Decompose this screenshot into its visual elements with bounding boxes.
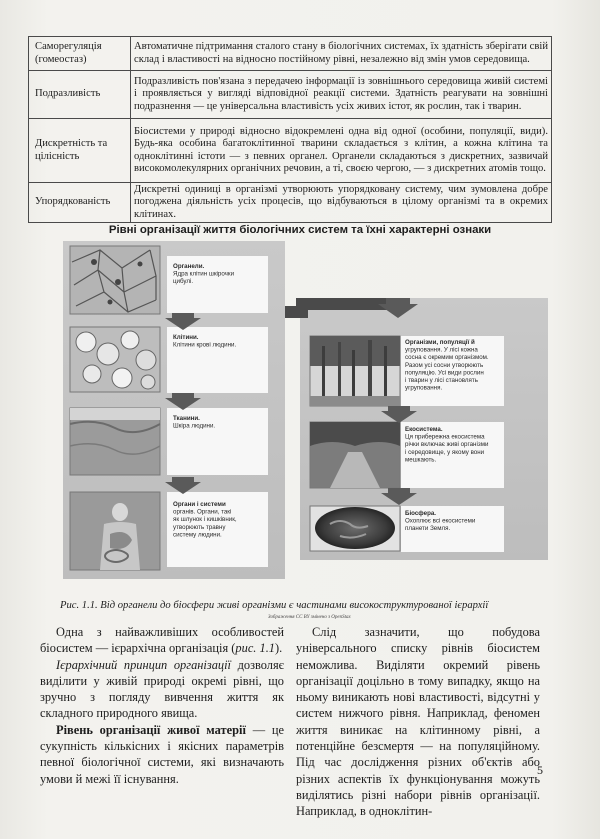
body-paragraph: Слід зазначити, що побудова універсального списку рівнів біосистем неможлива. Виділяти окремий рівень організації доцільно в тому випадку, якщо на ньому виникають нові властивості, відсутні у систем нижчого рівня. Наприклад, феномен життя виникає на клітинному рівні, а потенційне безсмертя — на популяційному. Під час дослідження різних об'єктів або різних аспектів їх функціонування можуть виділятись різні набори рівнів організації. Наприклад, в одноклітин-	[296, 625, 540, 819]
section-title: Рівні організації життя біологічних систем та їхні характерні ознаки	[108, 224, 492, 236]
organelles-image	[70, 246, 160, 314]
property-term: Саморегуляція (гомеостаз)	[29, 37, 131, 71]
forest-image	[310, 336, 400, 406]
property-term: Упорядкованість	[29, 183, 131, 223]
level-label-left: Органи і системи органів. Органи, такі як шлунок і кишківник, утворюють травну систему людини.	[173, 501, 237, 539]
body-paragraph: Рівень організації живої матерії — це сукупність кількісних і якісних параметрів певної біологічної системи, які визначають умови й межі її існування.	[40, 722, 284, 786]
property-description: Подразливість пов'язана з передачею інформації із зовнішнього середовища живій системі і проявляється у вигляді відповідної реакції системи. Здатність реагувати на зовнішні подразнення — це універсальна властивість усіх живих істот, як рослин, так і тварин.	[131, 71, 552, 119]
level-label-left: Органели. Ядра клітин шкірочки цибулі.	[173, 263, 235, 286]
property-description: Автоматичне підтримання сталого стану в біологічних системах, їх здатність зберігати свій склад і властивості на відносно постійному рівні, незалежно від змін умов середовища.	[131, 37, 552, 71]
cells-image	[70, 327, 160, 392]
property-term: Подразливість	[29, 71, 131, 119]
level-label-right: Екосистема. Ця прибережна екосистема річки включає живі організми і середовище, у якому вони мешкають.	[405, 426, 489, 464]
level-label-left: Клітини. Клітини крові людини.	[173, 334, 237, 349]
body-paragraph: Одна з найважливіших особливостей біосистем — ієрархічна організація (рис. 1.1).	[40, 625, 284, 656]
property-term: Дискретність та цілісність	[29, 119, 131, 183]
tissue-image	[70, 408, 160, 475]
level-label-right: Біосфера. Охоплює всі екосистеми планети Земля.	[405, 510, 476, 533]
level-label-left: Тканини. Шкіра людини.	[173, 415, 216, 430]
biosphere-image	[310, 506, 400, 551]
property-description: Дискретні одиниці в організмі утворюють упорядковану систему, чим зумовлена добре погоджена діяльність усіх процесів, що відбуваються в цілому організмі та в окремих клітинах.	[131, 183, 552, 223]
body-paragraph: Ієрархічний принцип організації дозволяє виділити у живій природі окремі рівні, що зручно з погляду вивчення життя як складного природного явища.	[40, 657, 284, 721]
figure-caption: Рис. 1.1. Від органели до біосфери живі організми є частинами високоструктурованої ієрархії	[60, 600, 489, 611]
body-column-right	[296, 624, 540, 820]
ecosystem-image	[310, 422, 400, 488]
body-column-left	[40, 624, 284, 787]
figure-credit: Зображення CC BY змінено з OpenStax	[268, 615, 351, 620]
property-description: Біосистеми у природі відносно відокремлені одна від одної (особини, популяції, види). Будь-яка особина багатоклітинної тварини складається з клітин, а кожна клітина та одноклітинні істоти — з певних органел. Органели складаються з дискретних, зазвичай високомолекулярних органічних речовин, а ті, своєю чергою, — з дискретних атомів тощо.	[131, 119, 552, 183]
level-label-right: Організми, популяції й угруповання. У лісі кожна сосна є окремим організмом. Разом усі сосни утворюють популяцію. Усі види рослин і тварин у лісі становлять угруповання.	[405, 339, 489, 392]
page-number: 5	[537, 763, 543, 777]
organs-image	[70, 492, 160, 570]
